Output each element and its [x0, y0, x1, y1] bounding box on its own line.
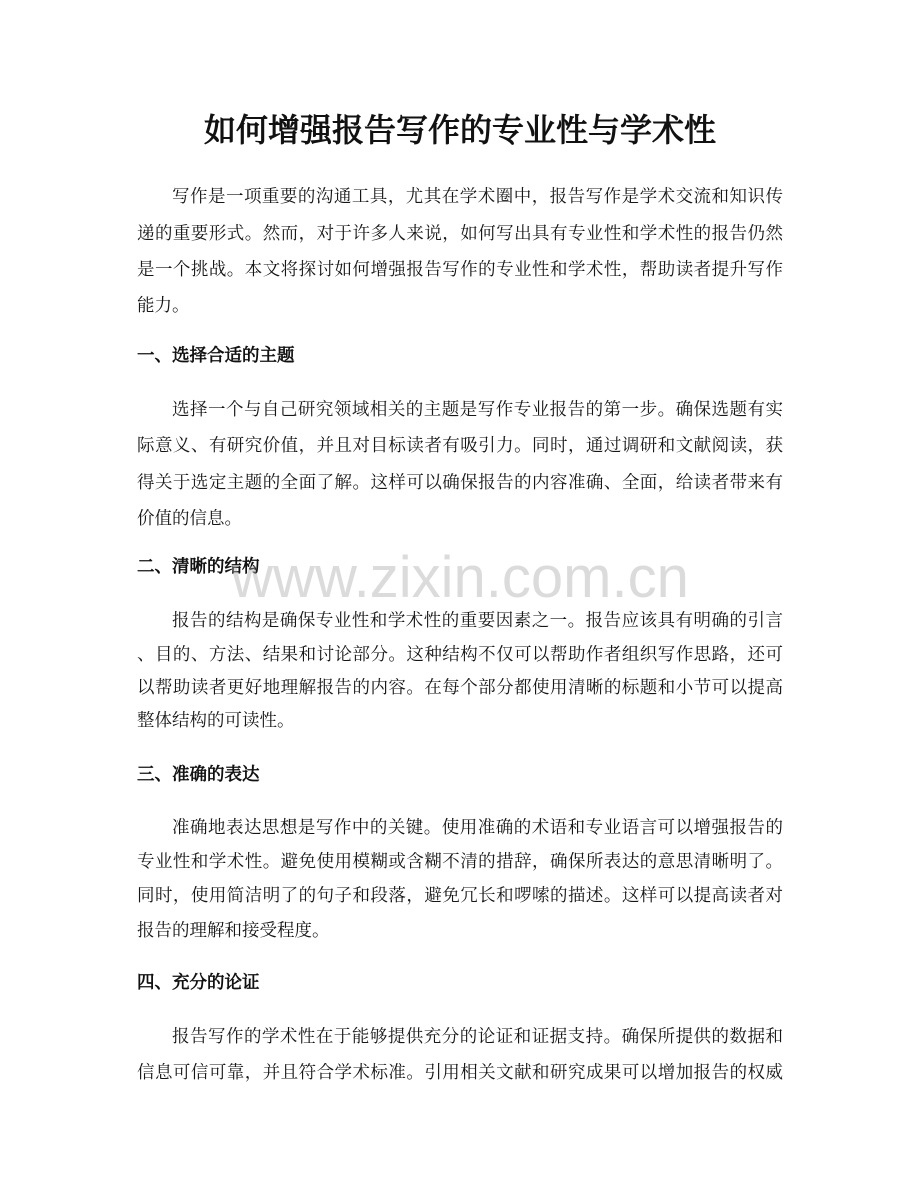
- paragraph-line: 价值的信息。: [137, 509, 242, 529]
- paragraph-line: 、目的、方法、结果和讨论部分。这种结构不仅可以帮助作者组织写作思路，还可: [137, 645, 783, 665]
- section-heading: 二、清晰的结构: [137, 557, 260, 577]
- section-heading: 三、准确的表达: [137, 765, 260, 785]
- paragraph-line: 报告写作的学术性在于能够提供充分的论证和证据支持。确保所提供的数据和: [172, 1027, 783, 1047]
- paragraph-line: 得关于选定主题的全面了解。这样可以确保报告的内容准确、全面，给读者带来有: [137, 473, 783, 493]
- paragraph-line: 递的重要形式。然而，对于许多人来说，如何写出具有专业性和学术性的报告仍然: [137, 224, 783, 244]
- document-title: 如何增强报告写作的专业性与学术性: [203, 111, 716, 149]
- paragraph-line: 以帮助读者更好地理解报告的内容。在每个部分都使用清晰的标题和小节可以提高: [137, 678, 783, 698]
- paragraph-line: 信息可信可靠，并且符合学术标准。引用相关文献和研究成果可以增加报告的权威: [137, 1063, 783, 1083]
- paragraph-line: 能力。: [137, 296, 190, 316]
- paragraph-line: 整体结构的可读性。: [137, 711, 295, 731]
- paragraph-line: 报告的理解和接受程度。: [137, 921, 330, 941]
- paragraph-line: 专业性和学术性。避免使用模糊或含糊不清的措辞，确保所表达的意思清晰明了。: [137, 852, 783, 872]
- paragraph-line: 选择一个与自己研究领域相关的主题是写作专业报告的第一步。确保选题有实: [172, 400, 783, 420]
- paragraph-line: 写作是一项重要的沟通工具，尤其在学术圈中，报告写作是学术交流和知识传: [172, 187, 783, 207]
- paragraph-line: 报告的结构是确保专业性和学术性的重要因素之一。报告应该具有明确的引言: [172, 611, 783, 631]
- paragraph-line: 准确地表达思想是写作中的关键。使用准确的术语和专业语言可以增强报告的: [172, 818, 783, 838]
- watermark: www.zixin.com.cn: [231, 545, 689, 610]
- paragraph-line: 际意义、有研究价值，并且对目标读者有吸引力。同时，通过调研和文献阅读，获: [137, 436, 783, 456]
- paragraph-line: 是一个挑战。本文将探讨如何增强报告写作的专业性和学术性，帮助读者提升写作: [137, 260, 783, 280]
- section-heading: 四、充分的论证: [137, 973, 260, 993]
- section-heading: 一、选择合适的主题: [137, 346, 295, 366]
- paragraph-line: 同时，使用简洁明了的句子和段落，避免冗长和啰嗦的描述。这样可以提高读者对: [137, 886, 783, 906]
